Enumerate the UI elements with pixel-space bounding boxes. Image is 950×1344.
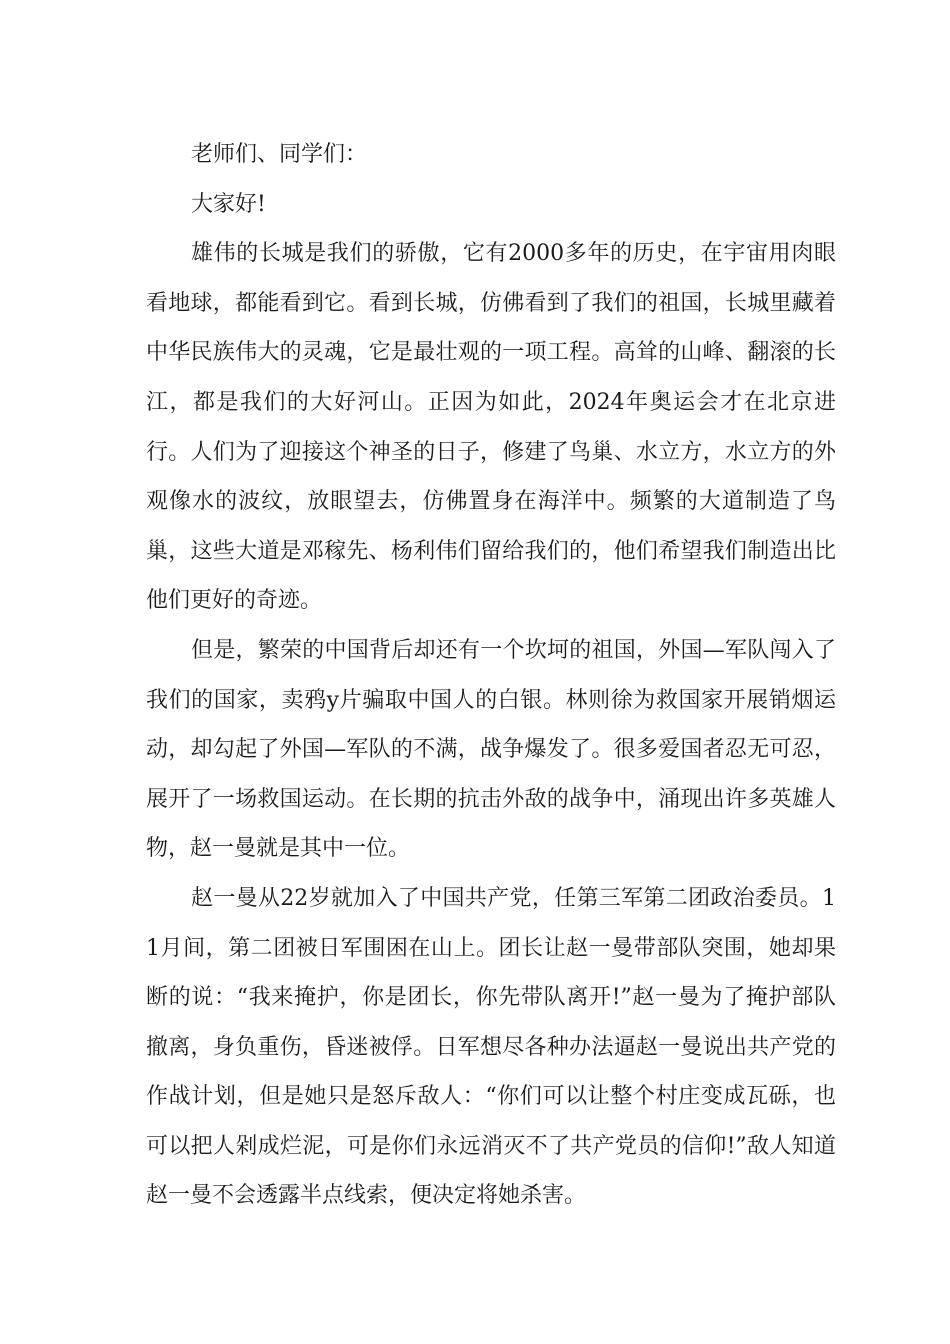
paragraph-great-wall: 雄伟的长城是我们的骄傲，它有2000多年的历史，在宇宙用肉眼看地球，都能看到它。看到长城，仿佛看到了我们的祖国，长城里藏着中华民族伟大的灵魂，它是最壮观的一项工程。高耸的山峰、翻滚的长江，都是我们的大好河山。正因为如此，2024年奥运会才在北京进行。人们为了迎接这个神圣的日子，修建了鸟巢、水立方，水立方的外观像水的波纹，放眼望去，仿佛置身在海洋中。频繁的大道制造了鸟巢，这些大道是邓稼先、杨利伟们留给我们的，他们希望我们制造出比他们更好的奇迹。 (146, 241, 836, 614)
paragraph-history: 但是，繁荣的中国背后却还有一个坎坷的祖国，外国—军队闯入了我们的国家，卖鸦y片骗取中国人的白银。林则徐为救国家开展销烟运动，却勾起了外国—军队的不满，战争爆发了。很多爱国者忍无可忍，展开了一场救国运动。在长期的抗击外敌的战争中，涌现出许多英雄人物，赵一曼就是其中一位。 (146, 637, 836, 862)
salutation: 老师们、同学们： (191, 142, 368, 167)
greeting: 大家好! (191, 191, 266, 217)
paragraph-zhao-yiman: 赵一曼从22岁就加入了中国共产党，任第三军第二团政治委员。11月间，第二团被日军围困在山上。团长让赵一曼带部队突围，她却果断的说：“我来掩护，你是团长，你先带队离开!”赵一曼为了掩护部队撤离，身负重伤，昏迷被俘。日军想尽各种办法逼赵一曼说出共产党的作战计划，但是她只是怒斥敌人：“你们可以让整个村庄变成瓦砾，也可以把人剁成烂泥，可是你们永远消灭不了共产党员的信仰!”敌人知道赵一曼不会透露半点线索，便决定将她杀害。 (146, 885, 836, 1209)
speech-body (146, 130, 836, 1221)
